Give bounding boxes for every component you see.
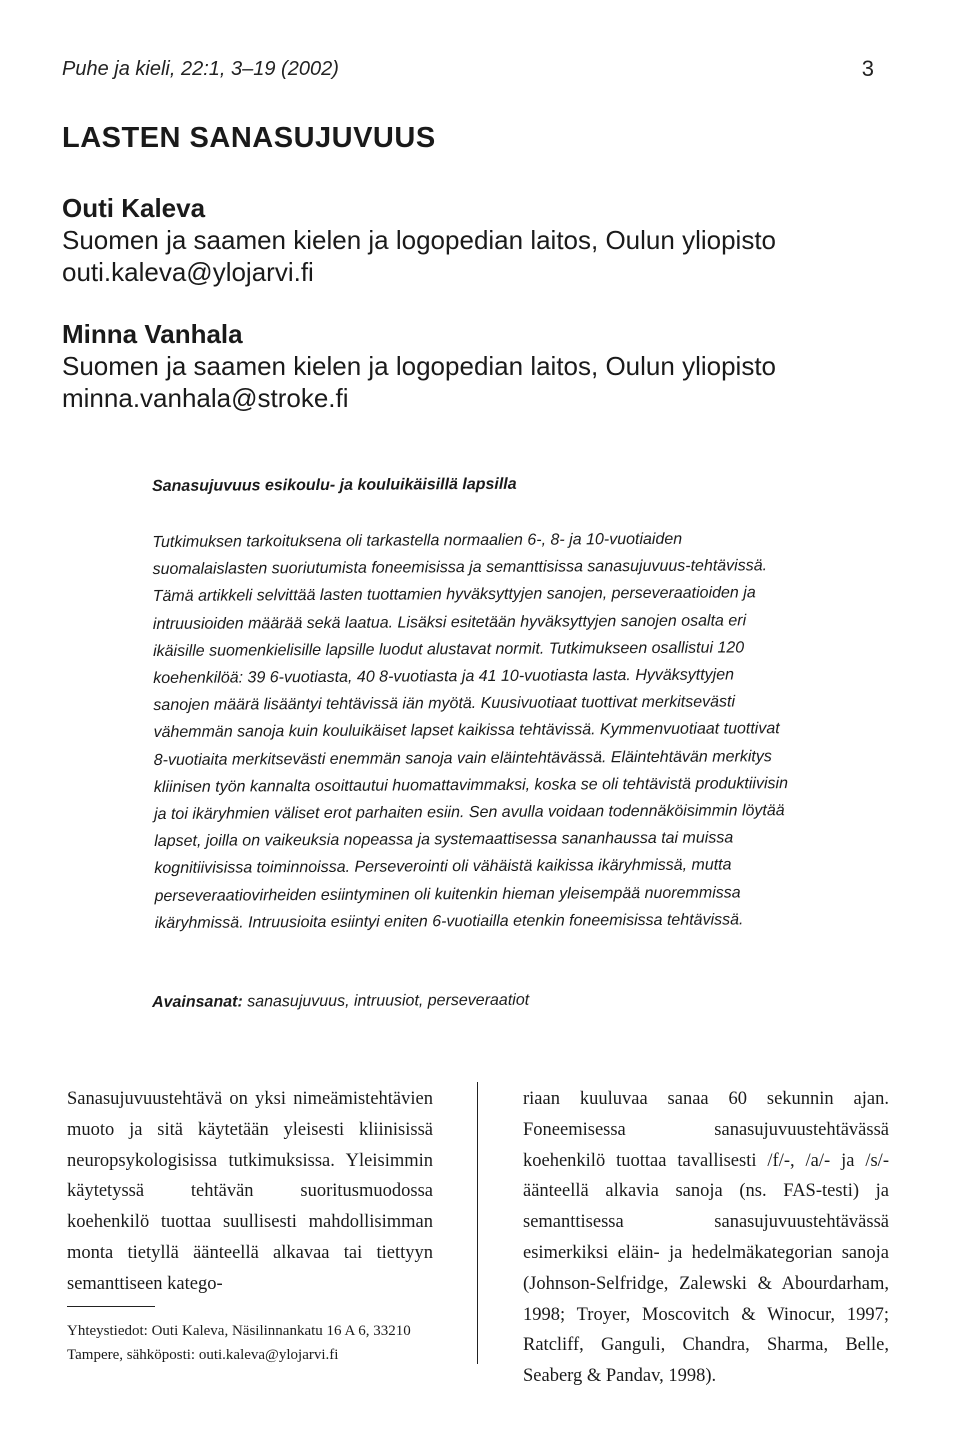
page-number: 3 bbox=[861, 56, 874, 81]
author-affiliation: Suomen ja saamen kielen ja logopedian laitos, Oulun yliopisto bbox=[62, 351, 776, 381]
article-title: LASTEN SANASUJUVUUS bbox=[62, 122, 436, 154]
keywords-text: sanasujuvuus, intruusiot, perseveraatiot bbox=[247, 991, 530, 1011]
abstract-heading: Sanasujuvuus esikoulu- ja kouluikäisillä lapsilla bbox=[152, 475, 517, 495]
author-block-1 bbox=[62, 192, 882, 288]
body-right-column: riaan kuuluvaa sanaa 60 sekunnin ajan. Foneemisessa sanasujuvuustehtävässä koehenkilö tuottaa tavallisesti /f/-, /a/- ja /s/-äänteellä alkavia sanoja (ns. FAS-testi) ja semanttisessa sanasujuvuustehtävässä esimerkiksi eläin- ja hedelmäkategorian sanoja (Johnson-Selfridge, Zalewski & Abourdarham, 1998; Troyer, Moscovitch & Winocur, 1997; Ratcliff, Ganguli, Chandra, Sharma, Belle, Seaberg & Pandav, 1998). bbox=[523, 1089, 889, 1387]
author-block-2 bbox=[62, 318, 882, 414]
keywords bbox=[152, 992, 529, 1012]
footnote-contact: Yhteystiedot: Outi Kaleva, Näsilinnankatu 16 A 6, 33210 Tampere, sähköposti: outi.kaleva@ylojarvi.fi bbox=[67, 1323, 411, 1363]
abstract-text: Tutkimuksen tarkoituksena oli tarkastella normaalien 6-, 8- ja 10-vuotiaiden suomalaislasten suoriutumista foneemisissa ja semanttisissa sanasujuvuus-tehtävissä. Tämä artikkeli selvittää lasten tuottamien hyväksyttyjen sanojen, perseveraatioiden ja intruusioiden määrää sekä laatua. Lisäksi esitetään hyväksyttyjen sanojen osalta eri ikäisille suomenkielisille lapsille luodut alustavat normit. Tutkimukseen osallistui 120 koehenkilöä: 39 6-vuotiasta, 40 8-vuotiasta ja 41 10-vuotiasta lasta. Hyväksyttyjen sanojen määrä lisääntyi tehtävissä iän myötä. Kuusivuotiaat tuottivat merkitsevästi vähemmän sanoja kuin kouluikäiset lapset kaikissa tehtävissä. Kymmenvuotiaat tuottivat 8-vuotiaita merkitsevästi enemmän sanoja vain eläintehtävässä. Eläintehtävän merkitys kliinisen työn kannalta osoittautui huomattavimmaksi, koska se oli tehtävistä produktiivisin ja toi ikäryhmien väliset erot parhaiten esiin. Sen avulla voidaan todennäköisimmin löytää lapset, joilla on vaikeuksia nopeassa ja systemaattisessa sananhaussa tai muissa kognitiivisissa toiminnoissa. Perseverointi oli vähäistä kaikissa ikäryhmissä, mutta perseveraatiovirheiden esiintyminen oli kuitenkin hieman yleisempää nuoremmissa ikäryhmissä. Intruusioita esiintyi eniten 6-vuotiailla etenkin foneemisissa tehtävissä. bbox=[152, 530, 789, 932]
author-name: Minna Vanhala bbox=[62, 319, 243, 349]
author-email: minna.vanhala@stroke.fi bbox=[62, 383, 349, 413]
body-left-column: Sanasujuvuustehtävä on yksi nimeämistehtävien muoto ja sitä käytetään yleisesti kliinisissä neuropsykologisissa tutkimuksissa. Yleisimmin käytetyssä tehtävän suoritusmuodossa koehenkilö tuottaa suullisesti mahdollisimman monta tietyllä äänteellä alkavaa tai tiettyyn semanttiseen katego- bbox=[67, 1089, 433, 1294]
footnote-rule bbox=[67, 1306, 155, 1307]
journal-citation: Puhe ja kieli, 22:1, 3–19 (2002) bbox=[62, 58, 339, 80]
author-name: Outi Kaleva bbox=[62, 193, 206, 223]
author-email: outi.kaleva@ylojarvi.fi bbox=[62, 257, 314, 287]
column-divider bbox=[477, 1082, 478, 1364]
keywords-label: Avainsanat: bbox=[152, 993, 243, 1011]
abstract bbox=[152, 474, 795, 937]
author-affiliation: Suomen ja saamen kielen ja logopedian laitos, Oulun yliopisto bbox=[62, 225, 776, 255]
